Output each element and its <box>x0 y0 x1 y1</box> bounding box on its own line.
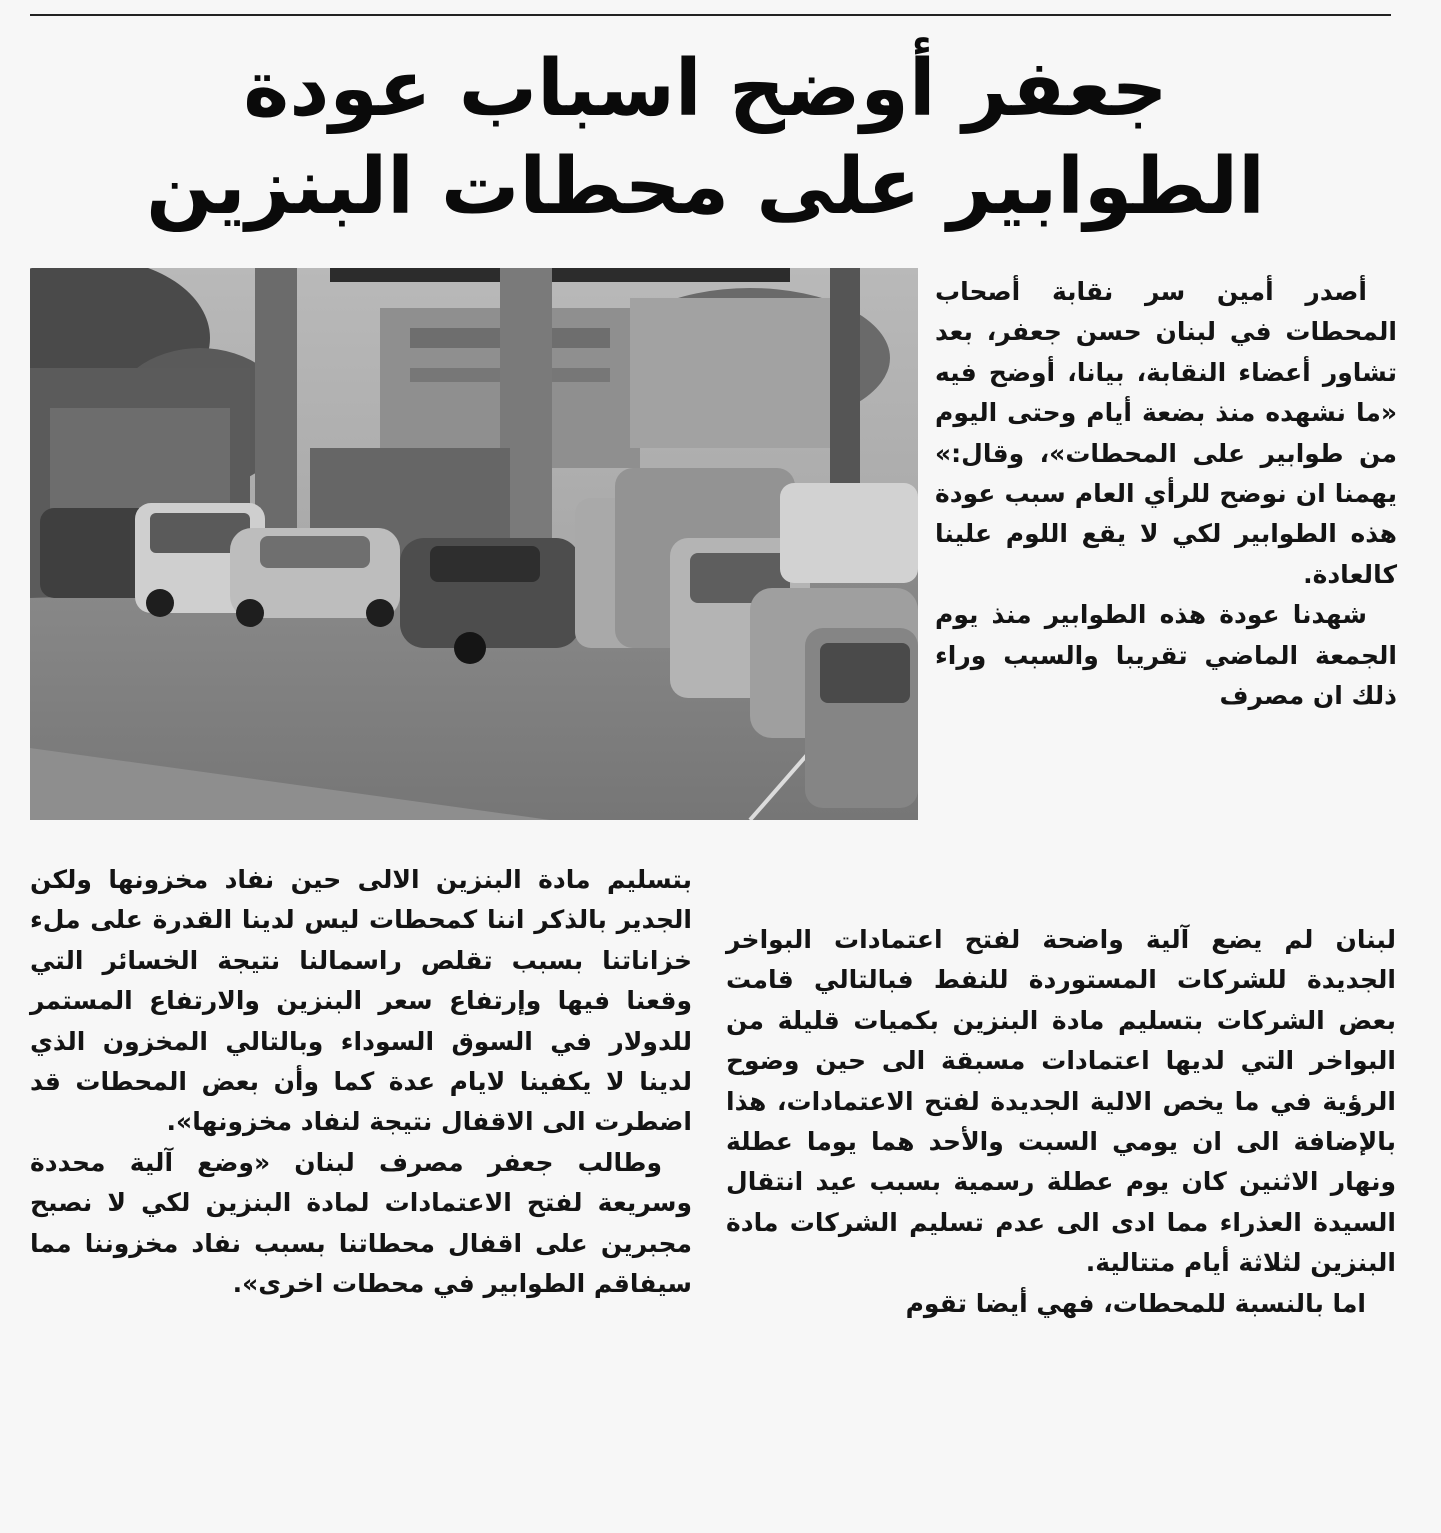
paragraph: بتسليم مادة البنزين الالى حين نفاد مخزونها ولكن الجدير بالذكر اننا كمحطات ليس لدينا القدرة على ملء خزاناتنا بسبب تقلص راسمالنا نتيجة الخسائر التي وقعنا فيها وإرتفاع سعر البنزين والارتفاع المستمر للدولار في السوق السوداء وبالتالي المخزون الذي لدينا لا يكفينا لايام عدة كما وأن بعض المحطات قد اضطرت الى الاقفال نتيجة لنفاد مخزونها». <box>30 865 692 1137</box>
photo-illustration <box>30 268 918 820</box>
article-column-middle <box>726 920 1396 1324</box>
article-column-left <box>30 860 692 1304</box>
paragraph: أصدر أمين سر نقابة أصحاب المحطات في لبنان حسن جعفر، بعد تشاور أعضاء النقابة، بيانا، أوضح فيه «ما نشهده منذ بضعة أيام وحتى اليوم من طوابير على المحطات»، وقال:» يهمنا ان نوضح للرأي العام سبب عودة هذه الطوابير لكي لا يقع اللوم علينا كالعادة. <box>935 277 1397 589</box>
paragraph: شهدنا عودة هذه الطوابير منذ يوم الجمعة الماضي تقريبا والسبب وراء ذلك ان مصرف <box>935 600 1397 711</box>
article-column-right <box>935 272 1397 716</box>
headline <box>30 40 1381 236</box>
paragraph: وطالب جعفر مصرف لبنان «وضع آلية محددة وسريعة لفتح الاعتمادات لمادة البنزين لكي لا نصبح مجبرين على اقفال محطاتنا بسبب نفاد مخزوننا مما سيفاقم الطوابير في محطات اخرى». <box>30 1147 692 1299</box>
paragraph: لبنان لم يضع آلية واضحة لفتح اعتمادات البواخر الجديدة للشركات المستوردة للنفط فبالتالي قامت بعض الشركات بتسليم مادة البنزين بكميات قليلة من البواخر التي لديها اعتمادات مسبقة الى حين وضوح الرؤية في ما يخص الالية الجديدة لفتح الاعتمادات، هذا بالإضافة الى ان يومي السبت والأحد هما يوما عطلة ونهار الاثنين كان يوم عطلة رسمية بسبب عيد انتقال السيدة العذراء مما ادى الى عدم تسليم الشركات مادة البنزين لثلاثة أيام متتالية. <box>726 925 1396 1278</box>
paragraph: اما بالنسبة للمحطات، فهي أيضا تقوم <box>905 1288 1366 1318</box>
news-photo <box>30 268 918 820</box>
headline-line-1: جعفر أوضح اسباب عودة <box>243 44 1168 134</box>
headline-line-2: الطوابير على محطات البنزين <box>146 142 1265 232</box>
top-rule <box>30 14 1391 16</box>
